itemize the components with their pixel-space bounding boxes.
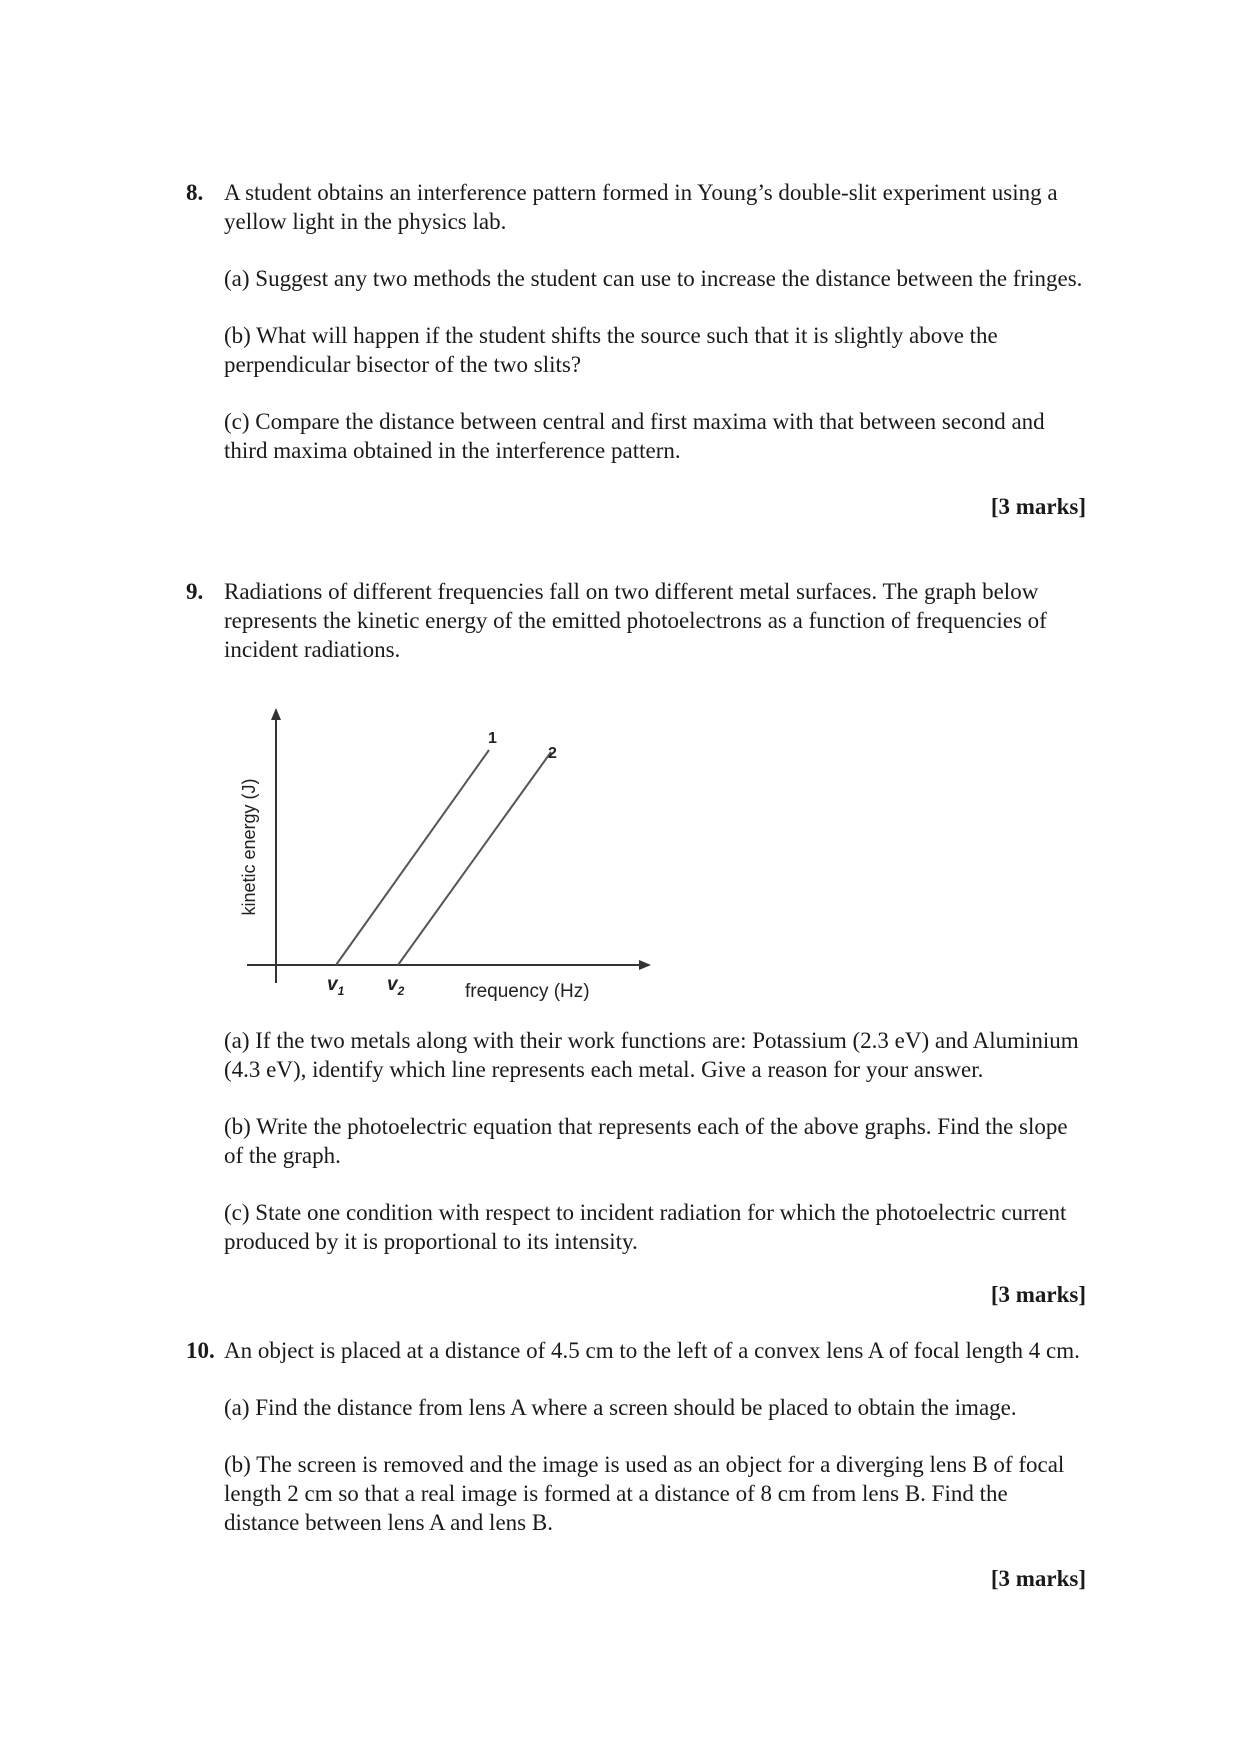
v1-subscript: 1 <box>337 984 345 998</box>
question-10 <box>186 1336 1086 1537</box>
question-part-a: (a) If the two metals along with their work functions are: Potassium (2.3 eV) and Aluminium (4.3 eV), identify which line represents each metal. Give a reason for your answer. <box>224 1028 1079 1082</box>
question-part-a: (a) Suggest any two methods the student can use to increase the distance between the fringes. <box>224 266 1083 291</box>
question-9 <box>186 577 1086 664</box>
line-2 <box>398 752 551 965</box>
y-axis-label: kinetic energy (J) <box>239 778 259 916</box>
question-stem: A student obtains an interference pattern formed in Young’s double-slit experiment using a yellow light in the physics lab. <box>224 180 1058 234</box>
line-1 <box>336 750 489 965</box>
marks-label: [3 marks] <box>990 1566 1086 1591</box>
v2-symbol: v <box>387 974 398 995</box>
y-axis-arrow <box>271 708 281 720</box>
v1-label <box>327 974 345 998</box>
question-part-b: (b) The screen is removed and the image is used as an object for a diverging lens B of focal length 2 cm so that a real image is formed at a distance of 8 cm from lens B. Find the distance between lens A and lens B. <box>224 1452 1065 1535</box>
question-part-c: (c) State one condition with respect to incident radiation for which the photoelectric current produced by it is proportional to its intensity. <box>224 1200 1067 1254</box>
x-axis-label: frequency (Hz) <box>465 981 590 1002</box>
question-part-a: (a) Find the distance from lens A where a screen should be placed to obtain the image. <box>224 1395 1017 1420</box>
question-part-b: (b) Write the photoelectric equation that represents each of the above graphs. Find the slope of the graph. <box>224 1114 1068 1168</box>
question-part-c: (c) Compare the distance between central and first maxima with that between second and third maxima obtained in the interference pattern. <box>224 409 1045 463</box>
question-number: 9. <box>186 579 204 604</box>
question-8 <box>186 178 1086 465</box>
question-stem: Radiations of different frequencies fall on two different metal surfaces. The graph below represents the kinetic energy of the emitted photoelectrons as a function of frequencies of incident radiations. <box>224 579 1047 662</box>
marks-label: [3 marks] <box>990 494 1086 519</box>
v1-symbol: v <box>327 974 338 995</box>
question-number: 10. <box>186 1338 215 1363</box>
v2-label <box>387 974 405 998</box>
v2-subscript: 2 <box>397 984 405 998</box>
question-number: 8. <box>186 180 204 205</box>
photoelectric-graph <box>225 700 675 1020</box>
marks-label: [3 marks] <box>990 1282 1086 1307</box>
question-part-b: (b) What will happen if the student shifts the source such that it is slightly above the perpendicular bisector of the two slits? <box>224 323 998 377</box>
line-2-label: 2 <box>548 745 557 762</box>
question-9-parts <box>186 1026 1086 1256</box>
question-stem: An object is placed at a distance of 4.5 cm to the left of a convex lens A of focal length 4 cm. <box>224 1338 1080 1363</box>
x-axis-arrow <box>639 960 651 970</box>
line-1-label: 1 <box>488 730 497 747</box>
